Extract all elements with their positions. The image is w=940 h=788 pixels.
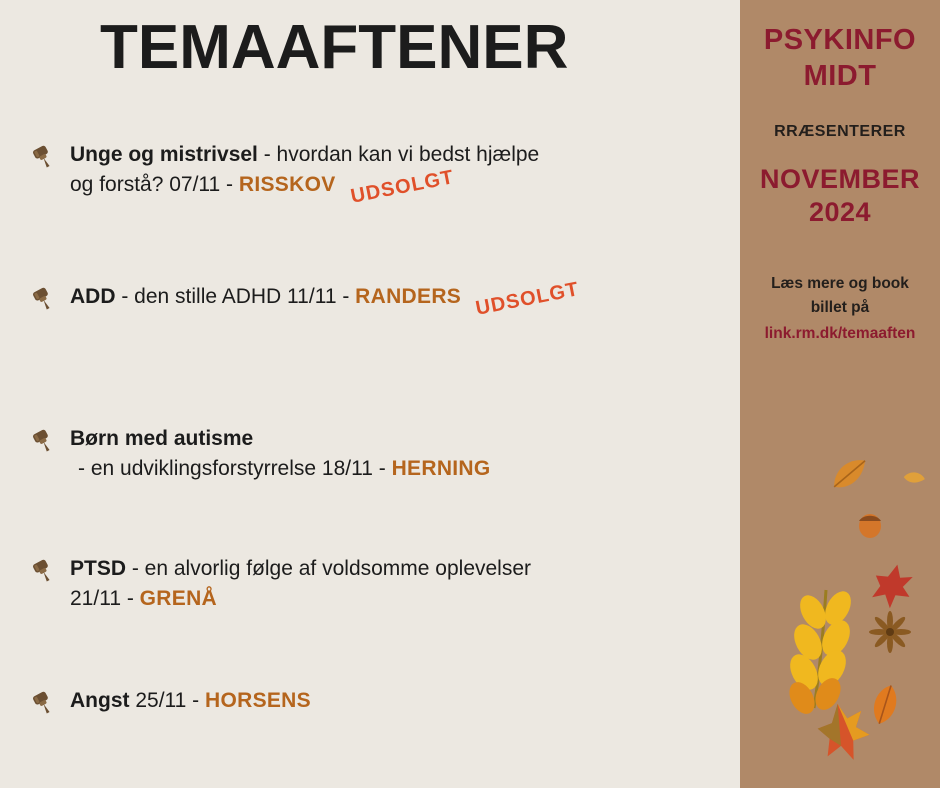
pushpin-icon [28, 428, 58, 454]
event-location: HERNING [391, 456, 491, 480]
event-title: PTSD [70, 557, 127, 580]
event-title: Angst [70, 689, 130, 712]
pushpin-icon [28, 558, 58, 584]
month-name: NOVEMBER [759, 163, 920, 194]
event-location: RISSKOV [238, 172, 336, 196]
event-desc-line1: 25/11 - [129, 689, 205, 712]
leaf-icon [868, 682, 902, 727]
event-desc-line1: - den stille ADHD 11/11 - [115, 285, 356, 308]
list-item[interactable] [0, 278, 740, 352]
pushpin-icon [28, 286, 58, 312]
event-desc-line1: - en alvorlig følge af voldsomme oplevelser [126, 557, 532, 580]
status-badge: UDSOLGT [473, 278, 581, 320]
year: 2024 [808, 197, 872, 228]
event-text [70, 686, 740, 716]
booking-info [740, 272, 940, 346]
brand-line-1: PSYKINFO [763, 24, 917, 56]
list-item[interactable] [0, 554, 740, 624]
list-item[interactable] [0, 140, 740, 210]
status-badge: UDSOLGT [348, 166, 456, 208]
event-text [70, 278, 740, 320]
event-location: RANDERS [355, 285, 462, 308]
booking-link[interactable]: link.rm.dk/temaaften [764, 325, 916, 343]
event-text [70, 554, 740, 614]
list-item[interactable] [0, 424, 740, 494]
event-desc-line2: og forstå? 07/11 - [70, 172, 239, 196]
star-anise-icon [869, 611, 911, 653]
event-title: Børn med autisme [70, 427, 254, 450]
brand-line-2: MIDT [803, 60, 877, 93]
event-title: ADD [70, 285, 116, 308]
leaf-icon [903, 468, 926, 487]
event-location: HORSENS [205, 689, 311, 712]
event-text [70, 424, 740, 484]
autumn-leaves-decoration [740, 440, 940, 788]
event-list [0, 140, 740, 756]
event-line2 [70, 584, 740, 614]
pushpin-icon [28, 690, 58, 716]
month-block [740, 163, 940, 231]
booking-line-2: billet på [810, 299, 870, 317]
list-item[interactable] [0, 686, 740, 756]
leaf-icon [828, 457, 871, 490]
event-text [70, 140, 740, 208]
event-desc-line2: 21/11 - [70, 586, 140, 610]
event-desc-line1: - hvordan kan vi bedst hjælpe [257, 143, 540, 166]
presents-label: RRÆSENTERER [774, 122, 906, 140]
maple-leaf-icon [869, 560, 917, 612]
event-line2 [70, 166, 740, 208]
page-title: TEMAAFTENER [100, 13, 569, 82]
event-title: Unge og mistrivsel [70, 143, 258, 166]
poster-sidebar [740, 0, 940, 788]
brand-name [740, 22, 940, 95]
event-location: GRENÅ [139, 586, 217, 610]
acorn-icon [859, 514, 881, 538]
pushpin-icon [28, 144, 58, 170]
event-desc-line2: - en udviklingsforstyrrelse 18/11 - [78, 456, 392, 480]
compound-leaf-icon [784, 587, 856, 718]
booking-line-1: Læs mere og book [771, 275, 909, 292]
event-line2 [70, 454, 740, 484]
